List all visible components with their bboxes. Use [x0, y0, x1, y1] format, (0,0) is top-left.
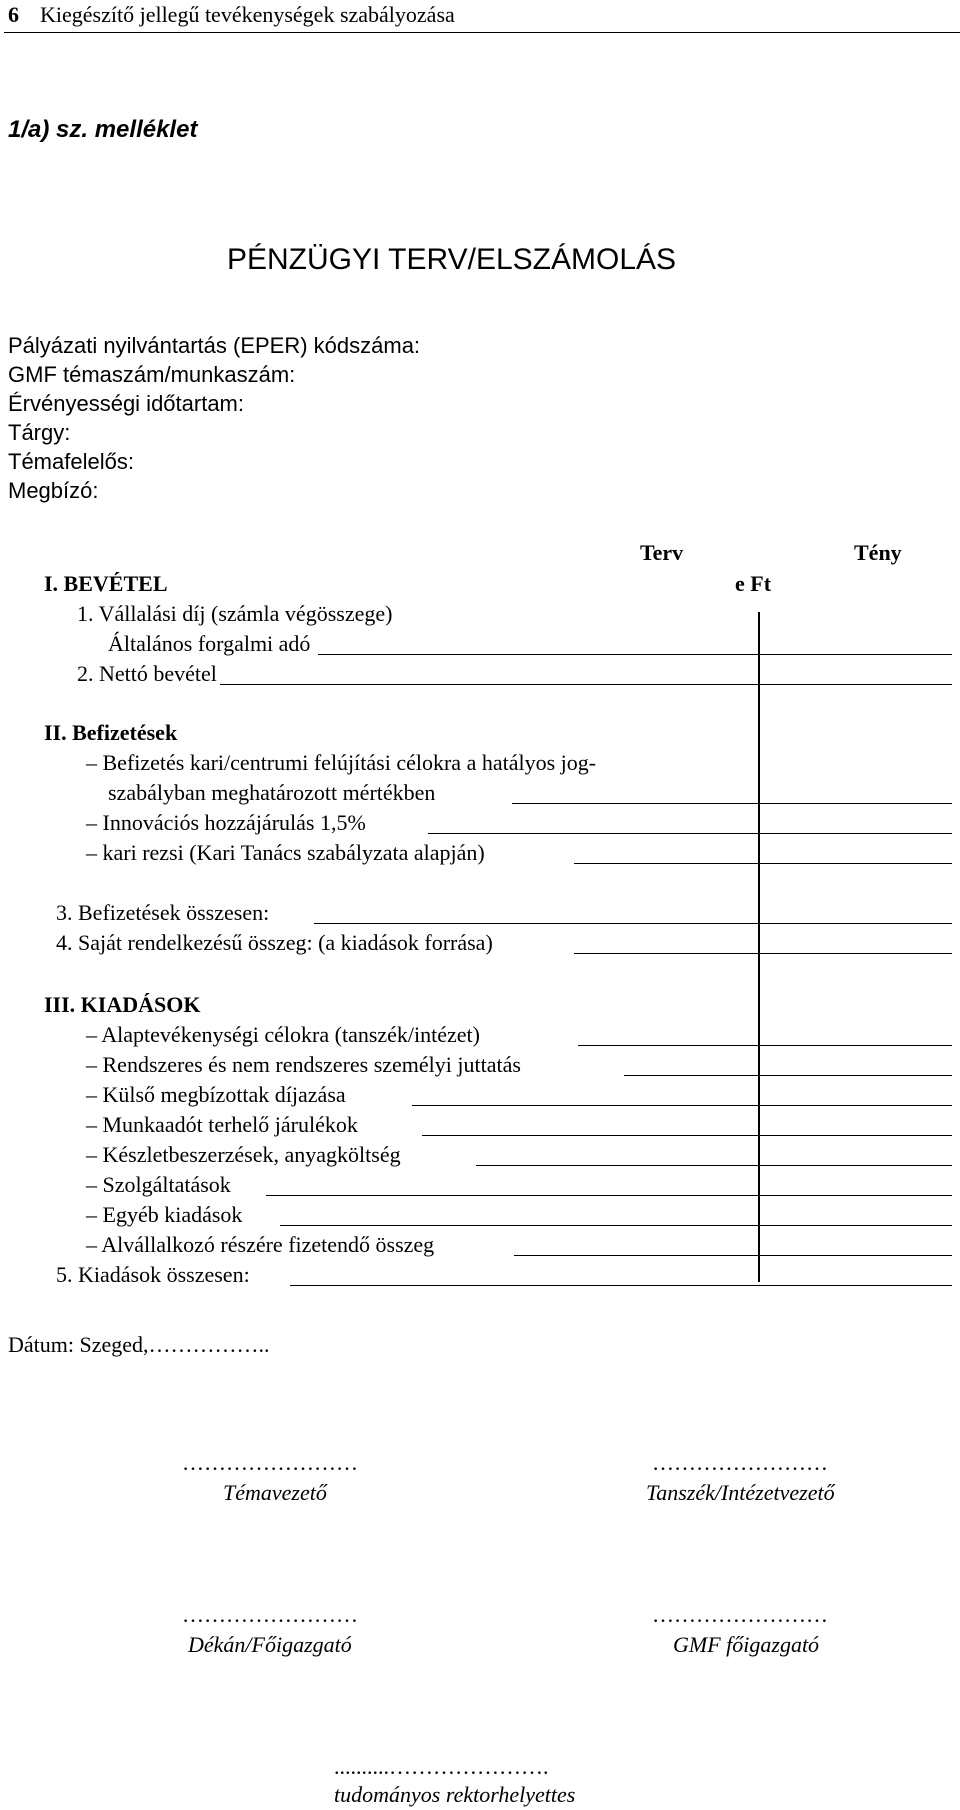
expense-external-label: – Külső megbízottak díjazása — [86, 1082, 346, 1107]
section-income-heading: I. BEVÉTEL — [44, 571, 168, 596]
unit-label: e Ft — [735, 571, 772, 596]
expense-subcontractor-label: – Alvállalkozó részére fizetendő összeg — [86, 1232, 435, 1257]
expense-materials-line — [476, 1165, 952, 1166]
payments-total-label: 3. Befizetések összesen: — [56, 900, 270, 925]
page-number: 6 — [8, 2, 19, 27]
expense-external-line — [412, 1105, 952, 1106]
annex-label: 1/a) sz. melléklet — [8, 116, 198, 143]
column-actual-heading: Tény — [854, 540, 902, 565]
info-field-subject: Tárgy: — [8, 420, 71, 445]
expense-personnel-label: – Rendszeres és nem rendszeres személyi juttatás — [86, 1052, 521, 1077]
signature-label-supervisor: Témavezető — [223, 1480, 327, 1505]
expense-subcontractor-line — [514, 1255, 952, 1256]
signature-dots-4: …………………… — [652, 1602, 828, 1627]
signature-dots-1: …………………… — [182, 1450, 358, 1475]
section-payments-heading: II. Befizetések — [44, 720, 178, 745]
expense-core-line — [578, 1045, 952, 1046]
expense-contributions-line — [422, 1135, 952, 1136]
expense-other-label: – Egyéb kiadások — [86, 1202, 243, 1227]
income-net-line — [220, 684, 952, 685]
info-field-client: Megbízó: — [8, 478, 99, 503]
payment-innovation-line — [428, 833, 952, 834]
signature-label-dean: Dékán/Főigazgató — [188, 1632, 352, 1657]
expense-other-line — [280, 1225, 952, 1226]
expense-core-label: – Alaptevékenységi célokra (tanszék/intézet) — [86, 1022, 480, 1047]
income-vat-label: Általános forgalmi adó — [108, 631, 311, 656]
payment-overhead-label: – kari rezsi (Kari Tanács szabályzata alapján) — [86, 840, 485, 865]
income-fee-label: 1. Vállalási díj (számla végösszege) — [77, 601, 393, 626]
signature-dots-5: ..........…………………. — [334, 1754, 549, 1779]
running-header-title: Kiegészítő jellegű tevékenységek szabályozása — [40, 2, 455, 27]
header-rule — [4, 32, 960, 33]
payment-renovation-label-cont: szabályban meghatározott mértékben — [108, 780, 436, 805]
signature-dots-3: …………………… — [182, 1602, 358, 1627]
expenses-total-line — [290, 1285, 952, 1286]
own-amount-line — [574, 953, 952, 954]
payment-overhead-line — [574, 863, 952, 864]
income-vat-line — [318, 654, 952, 655]
column-separator — [758, 612, 760, 1282]
payment-renovation-line — [512, 803, 952, 804]
section-expenses-heading: III. KIADÁSOK — [44, 992, 201, 1017]
income-net-label: 2. Nettó bevétel — [77, 661, 217, 686]
payment-renovation-label: – Befizetés kari/centrumi felújítási célokra a hatályos jog- — [86, 750, 597, 775]
document-title: PÉNZÜGYI TERV/ELSZÁMOLÁS — [227, 243, 677, 276]
payment-innovation-label: – Innovációs hozzájárulás 1,5% — [86, 810, 366, 835]
column-plan-heading: Terv — [640, 540, 684, 565]
signature-label-department-head: Tanszék/Intézetvezető — [646, 1480, 835, 1505]
signature-label-vice-rector: tudományos rektorhelyettes — [334, 1782, 576, 1807]
date-line: Dátum: Szeged,…………….. — [8, 1332, 270, 1357]
expense-contributions-label: – Munkaadót terhelő járulékok — [86, 1112, 358, 1137]
info-field-validity: Érvényességi időtartam: — [8, 391, 244, 416]
expense-services-label: – Szolgáltatások — [86, 1172, 231, 1197]
info-field-responsible: Témafelelős: — [8, 449, 134, 474]
signature-label-gmf-director: GMF főigazgató — [673, 1632, 820, 1657]
own-amount-label: 4. Saját rendelkezésű összeg: (a kiadások forrása) — [56, 930, 493, 955]
signature-dots-2: …………………… — [652, 1450, 828, 1475]
expense-services-line — [266, 1195, 952, 1196]
info-field-eper: Pályázati nyilvántartás (EPER) kódszáma: — [8, 333, 421, 358]
expenses-total-label: 5. Kiadások összesen: — [56, 1262, 250, 1287]
payments-total-line — [314, 923, 952, 924]
expense-materials-label: – Készletbeszerzések, anyagköltség — [86, 1142, 401, 1167]
expense-personnel-line — [624, 1075, 952, 1076]
info-field-gmf: GMF témaszám/munkaszám: — [8, 362, 296, 387]
